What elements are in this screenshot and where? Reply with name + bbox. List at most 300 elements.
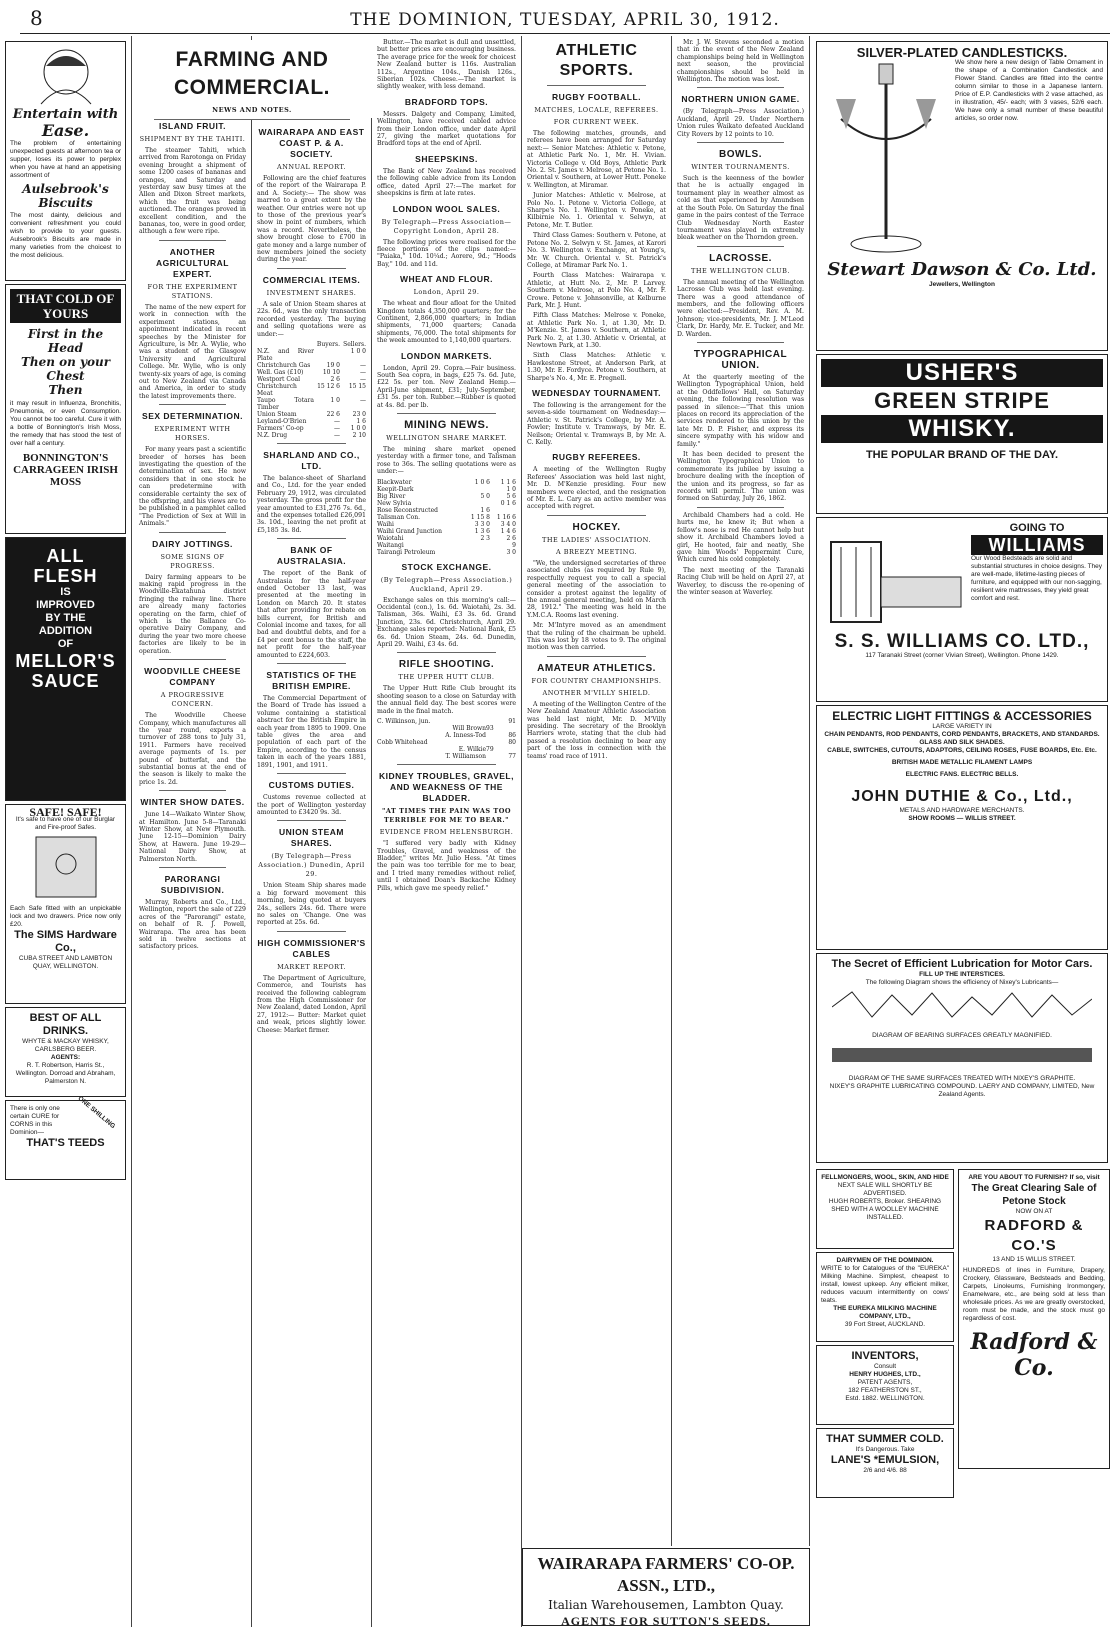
table-cell: — xyxy=(334,424,340,432)
hockey-sub2: A BREEZY MEETING. xyxy=(555,547,638,556)
comm-sub: INVESTMENT SHARES. xyxy=(266,288,357,297)
mining-text: The mining share market opened yesterday with a firmer tone, and Talisman rose to 36s. The selling quotations were as under:— xyxy=(377,446,516,476)
footer-l1: WAIRARAPA FARMERS' CO-OP. ASSN., LTD., xyxy=(537,1554,795,1595)
table-cell: Leyland-O'Brien xyxy=(257,417,307,425)
table-cell: Blackwater xyxy=(377,478,412,486)
table-cell: 1 15 8 xyxy=(470,513,490,521)
sex-heading: SEX DETERMINATION. xyxy=(142,411,243,422)
table-cell: — xyxy=(360,375,366,383)
sheep-heading: SHEEPSKINS. xyxy=(415,153,478,164)
mellors-l6: ADDITION xyxy=(38,625,93,637)
electric-head: ELECTRIC LIGHT FITTINGS & ACCESSORIES xyxy=(832,709,1092,723)
wool-text: The following prices were realised for the fleece portions of the clips named:— "Paiaka," 10d. 10¼d.; Aorere, 9d.; "Hoods Bay," 10d. and 11d. xyxy=(377,238,516,268)
electric-ad xyxy=(816,705,1108,950)
wairarapa-heading: WAIRARAPA AND EAST COAST P. & A. SOCIETY. xyxy=(258,127,365,159)
wheat-text: The wheat and flour afloat for the United Kingdom totals 4,350,000 quarters; for the Continent, 2,866,000 quarters; in Indian shipments, 71,000 quarters; Canada shipments, 76,000. The total shipments for the week amounted to 1,140,000 quarters. xyxy=(377,300,516,345)
mellors-ad xyxy=(5,537,126,801)
para-heading: PARORANGI SUBDIVISION. xyxy=(160,874,225,895)
table-header-cell xyxy=(257,341,314,348)
kidney-quote: "AT TIMES THE PAIN WAS TOO TERRIBLE FOR ME TO BEAR." xyxy=(381,807,512,825)
furnish-l1: ARE YOU ABOUT TO FURNISH? If so, visit xyxy=(968,1174,1100,1181)
silver-head: SILVER-PLATED CANDLESTICKS. xyxy=(856,45,1068,60)
dairy-heading: DAIRY JOTTINGS. xyxy=(152,538,233,549)
table-cell: 1 1 6 xyxy=(500,478,516,486)
table-cell: 19 0 xyxy=(326,361,340,369)
cold-l2: Then on your Chest xyxy=(20,355,111,383)
drinks-body: WHYTE & MACKAY WHISKY, CARLSBERG BEER. xyxy=(22,1038,109,1053)
table-header-cell: Sellers. xyxy=(343,340,366,348)
table-cell: 3 3 0 xyxy=(474,520,490,528)
table-cell: Union Steam xyxy=(257,410,297,418)
table-cell: Taupo Totara Timber xyxy=(257,396,314,411)
williams-l1: GOING TO xyxy=(1009,522,1065,534)
table-cell: — xyxy=(334,431,340,439)
table-cell: 2 6 xyxy=(330,375,340,383)
expert-heading: ANOTHER AGRICULTURAL EXPERT. xyxy=(156,246,229,279)
table-cell: Waiotahi xyxy=(377,534,404,542)
news-column-4 xyxy=(522,36,672,1546)
emulsion-l3: LANE'S *EMULSION, xyxy=(830,1454,940,1466)
lmarkets-heading: LONDON MARKETS. xyxy=(400,350,493,361)
electric-firm: JOHN DUTHIE & Co., Ltd., xyxy=(851,788,1073,805)
ushers-l3: WHISKY. xyxy=(821,415,1103,443)
aulsebrook-brand: Aulsebrook's Biscuits xyxy=(22,182,109,211)
rugby-sub: MATCHES, LOCALE, REFEREES. xyxy=(534,106,659,114)
drinks-names: R. T. Robertson, Harris St., Wellington. Dorroad and Abraham, Palmerston N. xyxy=(15,1062,116,1085)
wool-heading: LONDON WOOL SALES. xyxy=(392,203,501,214)
junior-text: Junior Matches: Athletic v. Melrose, at Polo No. 1. Petone v. Victoria College, at Sharpe's No. 1. Wellington v. Poneke, at Kilbirnie No. 1. Oriental v. Selwyn, at Petone, Mr. T. Butler. xyxy=(527,192,666,229)
furnish-l4: RADFORD & CO.'S xyxy=(984,1217,1084,1254)
table-cell: 1 0 0 xyxy=(350,347,366,355)
sharland-heading: SHARLAND AND CO., LTD. xyxy=(263,449,360,471)
dairymen-ad xyxy=(816,1252,954,1342)
teeds-l2: THAT'S TEEDS xyxy=(26,1137,105,1149)
aulsebrook-ad xyxy=(5,41,126,281)
bradford-text: Messrs. Dalgety and Company, Limited, Wellington, have received cabled advice from their London office, under date April 27, giving the market quotations for Bradford tops at the end of April. xyxy=(377,110,516,148)
table-cell: 86 xyxy=(508,732,516,740)
table-cell: — xyxy=(360,368,366,376)
table-cell: Will Brown xyxy=(452,725,486,733)
expert-text: The name of the new expert for work in connection with the experiment stations, an appointment indicated in recent speeches by the Minister for Agriculture, is Mr. A. Wylie, who was a student of the Glasgow University and Agricultural College. Mr. Wylie, who is only twenty-six years of age, is coming out to New Zealand via Canada and America, in order to study the latest improvements there. xyxy=(139,303,246,400)
mining-share-table xyxy=(377,479,516,556)
page-number: 8 xyxy=(30,6,43,30)
table-cell: Waihi xyxy=(377,520,394,528)
island-heading: ISLAND FRUIT. xyxy=(159,121,226,131)
table-cell: C. Wilkinson, jun. xyxy=(377,718,431,726)
hicom-text: The Department of Agriculture, Commerce, and Tourists has received the following cablegram from the High Commissioner for New Zealand, dated London, April 27, 1912:— Butter: Market quiet and weak, prices slightly lower. Cheese: Market firmer. xyxy=(257,974,366,1034)
union-sub: (By Telegraph—Press Association.) Dunedin, April 29. xyxy=(258,852,365,879)
table-cell: Talisman Con. xyxy=(377,513,421,521)
lube-firm: NIXEY'S GRAPHITE LUBRICATING COMPOUND. LAERY AND COMPANY, LIMITED, New Zealand Agents. xyxy=(829,1083,1095,1098)
rugby-heading: RUGBY FOOTBALL. xyxy=(551,92,642,102)
table-cell xyxy=(464,500,490,507)
dairymen-addr: 39 Fort Street, AUCKLAND. xyxy=(844,1321,926,1328)
para-text: Murray, Roberts and Co., Ltd., Wellington, report the sale of 229 acres of the "Parorangi" estate, on behalf of R. J. Powell, Wairarapa. The area has been sold in twelve sections at satisfactory prices. xyxy=(139,899,246,951)
woman-illustration-icon xyxy=(11,46,121,106)
masthead xyxy=(20,4,1110,34)
table-cell: Big River xyxy=(377,492,406,500)
island-sub: SHIPMENT BY THE TAHITI. xyxy=(139,135,246,143)
emulsion-ad xyxy=(816,1428,954,1498)
table-cell: 1 4 6 xyxy=(500,527,516,535)
table-cell: 2 10 xyxy=(352,431,366,439)
table-cell: 93 xyxy=(486,725,494,733)
aulsebrook-tag: The most dainty, delicious and convenient refreshment you could wish to provide to your guests. Aulsebrook's Biscuits are made in many varieties from the choicest to the most delicious. xyxy=(10,212,121,260)
bedstead-icon xyxy=(821,522,971,632)
winter-heading: WINTER SHOW DATES. xyxy=(140,797,245,808)
fourth-text: Fourth Class Matches: Wairarapa v. Athletic, at Hutt No. 2, Mr. P. Larvey. Southern v. Melrose, at Polo No. 4, Mr. F. Crowe. Petone v. Johnsonville, at Kelburne Park, Mr. J. Hunt. xyxy=(527,272,666,309)
comm-heading: COMMERCIAL ITEMS. xyxy=(262,274,361,285)
electric-l4: CABLE, SWITCHES, CUTOUTS, ADAPTORS, CEILING ROSES, FUSE BOARDS, Etc. Etc. xyxy=(827,747,1097,754)
table-cell: 1 0 xyxy=(330,396,340,404)
cheese-text: The Woodville Cheese Company, which manufactures all the year round, exports a turnover of 288 tons to July 31, 1911. Farmers have received average payments of 1s. per pound of butterfat, and the substantial bonus at the end of the season is likely to make the price 1s. 2d. xyxy=(139,712,246,786)
electric-l6: ELECTRIC FANS. ELECTRIC BELLS. xyxy=(905,771,1019,778)
ref-heading: RUGBY REFEREES. xyxy=(552,452,641,463)
candlestick-icon xyxy=(821,59,951,259)
table-cell: 1 0 0 xyxy=(350,424,366,432)
rugby-sub2: FOR CURRENT WEEK. xyxy=(553,118,640,126)
ushers-ad xyxy=(816,354,1108,514)
masthead-title: THE DOMINION, TUESDAY, APRIL 30, 1912. xyxy=(350,10,780,30)
wairarapa-sub: ANNUAL REPORT. xyxy=(277,163,346,171)
safe-body: It's safe to have one of our Burglar and Fire-proof Safes. xyxy=(15,816,116,832)
table-cell xyxy=(464,549,490,556)
emulsion-l2: It's Dangerous. Take xyxy=(855,1446,915,1453)
third-text: Third Class Games: Southern v. Petone, at Petone No. 2. Selwyn v. St. James, at Karori No. 3. Wellington v. Exchange, at Young's, Mr. W. Church. Oriental v. St. Patrick's College, at Miramar Park No. 1. xyxy=(527,232,666,269)
safe-icon xyxy=(26,832,106,902)
northern-heading: NORTHERN UNION GAME. xyxy=(681,94,800,105)
table-cell: 1 3 6 xyxy=(474,527,490,535)
table-cell: 3 4 0 xyxy=(500,520,516,528)
rifle-heading: RIFLE SHOOTING. xyxy=(398,659,495,671)
teeds-stamp: ONE SHILLING xyxy=(76,1095,117,1131)
table-cell: 79 xyxy=(486,746,494,754)
safe-head: SAFE! SAFE! xyxy=(29,805,102,819)
fifth-text: Fifth Class Matches: Melrose v. Poneke, at Athletic Park No. 1, at 1.30, Mr. D. M'Kenzie. St. James v. Southern, at Athletic Park No. 2, at 1.30. Athletic v. Oriental, at Newtown Park, at 1.30. xyxy=(527,312,666,349)
dairy-sub: SOME SIGNS OF PROGRESS. xyxy=(160,552,225,570)
ushers-l2: GREEN STRIPE xyxy=(874,388,1050,413)
mining-sub: WELLINGTON SHARE MARKET. xyxy=(386,434,507,442)
table-cell: 15 15 xyxy=(348,382,366,390)
bowls-heading: BOWLS. xyxy=(719,149,762,161)
typo-text2: It has been decided to present the Wellington Typographical Union to commemorate its jubilee by issuing a brochure dealing with the inception of the union and its progress, so far as records will permit. The union was formed on Saturday, July 26, 1862. xyxy=(677,451,804,503)
mellors-l5: BY THE xyxy=(45,612,86,624)
table-cell: 1 0 xyxy=(506,485,516,493)
table-cell: 3 0 xyxy=(506,548,516,556)
table-cell: — xyxy=(360,361,366,369)
williams-l2: WILLIAMS xyxy=(971,535,1103,555)
kidney-heading: KIDNEY TROUBLES, GRAVEL, AND WEAKNESS OF THE BLADDER. xyxy=(379,771,514,804)
hicom-heading: HIGH COMMISSIONER'S CABLES xyxy=(257,937,366,959)
aulsebrook-head2: Ease. xyxy=(41,121,90,141)
mining-heading: MINING NEWS. xyxy=(404,419,489,431)
amat-sub: FOR COUNTRY CHAMPIONSHIPS. xyxy=(531,676,662,685)
table-cell: Christchurch Meat xyxy=(257,382,297,397)
drinks-ad xyxy=(5,1007,126,1097)
electric-l5: BRITISH MADE METALLIC FILAMENT LAMPS xyxy=(891,759,1033,766)
lube-head: The Secret of Efficient Lubrication for Motor Cars. xyxy=(831,958,1093,970)
inventors-l2: HENRY HUGHES, LTD., xyxy=(849,1371,921,1378)
table-cell: Christchurch Gas xyxy=(257,361,311,369)
table-cell: — xyxy=(334,417,340,425)
sex-text: For many years past a scientific breeder of horses has been investigating the question of the determination of sex. He now considers that in one stock he can predetermine with considerable certainty the sex of the offspring, and his views are to be published in a pamphlet called "The Prediction of Sex at Will in Animals." xyxy=(139,446,246,528)
hockey-sub: THE LADIES' ASSOCIATION. xyxy=(542,535,651,544)
table-cell: 1 16 6 xyxy=(496,513,516,521)
table-cell: 5 6 xyxy=(506,492,516,500)
table-cell: T. Williamson xyxy=(445,753,486,761)
investment-share-table xyxy=(257,341,366,439)
table-cell: 5 0 xyxy=(480,492,490,500)
news-column-2 xyxy=(252,118,372,1627)
williams-addr: 117 Taranaki Street (corner Vivian Street), Wellington. Phone 1429. xyxy=(865,652,1059,659)
lube-cap2: DIAGRAM OF THE SAME SURFACES TREATED WITH NIXEY'S GRAPHITE. xyxy=(848,1075,1076,1082)
inventors-ad xyxy=(816,1345,954,1425)
lube-cap1: DIAGRAM OF BEARING SURFACES GREATLY MAGNIFIED. xyxy=(872,1032,1052,1039)
rifle-text: The Upper Hutt Rifle Club brought its shooting season to a close on Saturday with the annual field day. The best scores were made in the final match. xyxy=(377,685,516,715)
lube-ad xyxy=(816,953,1108,1163)
sex-sub: EXPERIMENT WITH HORSES. xyxy=(154,425,231,443)
cold-l3: Then xyxy=(48,383,83,397)
mellors-l1: ALL xyxy=(46,546,85,566)
electric-l2: CHAIN PENDANTS, ROD PENDANTS, CORD PENDANTS, BRACKETS, AND STANDARDS. xyxy=(824,731,1100,738)
kidney-text: "I suffered very badly with Kidney Troubles, Gravel, and weakness of the Bladder," writes Mr. Julio Hess. "At times the pain was too terrible for me to bear, and I tried many remedies without relief, until I obtained Doan's Backache Kidney Pills, which gave me speedy relief." xyxy=(377,840,516,892)
table-cell: New Sylvia xyxy=(377,499,412,507)
graphite-diagram-icon xyxy=(832,1040,1092,1070)
sx-sub: (By Telegraph—Press Association.) Auckland, April 29. xyxy=(380,575,513,593)
table-cell: Westport Coal xyxy=(257,375,301,383)
farmers-ad xyxy=(522,1548,810,1626)
bank-heading: BANK OF AUSTRALASIA. xyxy=(276,545,347,567)
sx-text: Exchange sales on this morning's call:— Occidental (con.), 1s. 6d. Waiotahi, 2s. 3d. Talisman, 36s. Waihi, £3 3s. 6d. Grand Junction, 23s. 6d. Christchurch, April 29. Exchange sales reported: National Bank, £5 6s. 6d. Union Steam, 24s. 6d. Dunedin, April 29. Waihi, £3 4s. 6d. xyxy=(377,596,516,649)
teeds-ad xyxy=(5,1095,126,1180)
hockey-text2: Mr. M'Intyre moved as an amendment that the ruling of the chairman be upheld. This was lost by 18 votes to 9. The original motion was then carried. xyxy=(527,622,666,652)
union-text: Union Steam Ship shares made a big forward movement this morning, being quoted at buyers 24s., sellers 24s. 6d. There were no sales on 'Change. One was reported at 25s. 6d. xyxy=(257,882,366,927)
table-cell xyxy=(464,486,490,493)
table-cell: 77 xyxy=(508,753,516,761)
table-cell: 2 3 xyxy=(480,534,490,542)
aulsebrook-head1: Entertain with xyxy=(12,107,119,123)
table-cell: Waihi Grand Junction xyxy=(377,527,442,535)
dairymen-firm: THE EUREKA MILKING MACHINE COMPANY, LTD., xyxy=(833,1305,937,1320)
silver-city: Jewellers, Wellington xyxy=(929,281,995,288)
table-cell: 23 0 xyxy=(352,410,366,418)
island-text: The steamer Tahiti, which arrived from Rarotonga on Friday evening brought a shipment of some 1200 cases of bananas and oranges, and Saturday and yesterday saw busy times at the Allen and Dixon Street markets, which the fruit was being auctioned. The oranges proved in excellent condition, and the bananas, too, were in good order, although a few were ripe. xyxy=(139,147,246,236)
williams-body: Our Wood Bedsteads are solid and substantial structures in choice designs. They are well-made, lifetime-lasting pieces of furniture, and equipped with our non-sagging, resilient wire mattresses, they yield great comfort and rest. xyxy=(971,555,1103,602)
wairarapa-text: Following are the chief features of the report of the Wairarapa P. and A. Society:— The show was marred to a great extent by the weather. Our entries were not up to those of the previous year's show in point of numbers, which was a record. Nevertheless, the show brought close to £700 in gate money and a large number of new members joined the society during the year. xyxy=(257,175,366,264)
hides-head: FELLMONGERS, WOOL, SKIN, AND HIDE xyxy=(821,1174,949,1181)
table-cell: Keepit-Dark xyxy=(377,485,414,493)
inventors-l4: 182 FEATHERSTON ST., xyxy=(848,1387,922,1394)
union-heading: UNION STEAM SHARES. xyxy=(279,827,344,849)
cold-brand: BONNINGTON'S CARRAGEEN IRISH MOSS xyxy=(13,452,118,488)
williams-ad xyxy=(816,517,1108,702)
ushers-l1: USHER'S xyxy=(821,359,1103,387)
table-cell: N.Z. Drug xyxy=(257,431,288,439)
cold-poem: Archibald Chambers had a cold. He hurts me, he knew it; But when a fellow's nose is red He cannot help but show it. Archibald Chambers loved a girl, He hooted, fair and neatly, She gave him Woods' Peppermint Cure, Which cured his cold completely. xyxy=(677,511,804,564)
lmarkets-text: London, April 29. Copra.—Fair business. South Sea copra, in bags, £25 7s. 6d. Jute, £22 5s. per ton. New Zealand Hemp.—April-June shipment, £31; July-September, £31 5s. per ton. Rubber.—Rubber is quoted at 4s. 8d. per lb. xyxy=(377,364,516,409)
lacrosse-heading: LACROSSE. xyxy=(709,252,772,264)
inventors-l1: Consult xyxy=(873,1363,897,1370)
table-cell: 1 6 xyxy=(356,417,366,425)
cold-head: THAT COLD OF YOURS xyxy=(10,289,121,323)
lube-body: The following Diagram shows the efficiency of Nixey's Lubricants— xyxy=(865,979,1059,986)
amat-text: A meeting of the Wellington Centre of the New Zealand Amateur Athletic Association was held last night, Mr. D. M'Villy presiding. The secretary of the Brooklyn Harriers wrote, stating that the club had passed a resolution declining to bear any part of the loss in connection with the teams' road race of 1911. xyxy=(527,700,666,760)
table-cell: 2 6 xyxy=(506,534,516,542)
farming-sub: NEWS AND NOTES. xyxy=(212,106,292,114)
inventors-l5: Estd. 1882. WELLINGTON. xyxy=(845,1395,925,1402)
winter-text: June 14—Waikato Winter Show, at Hamilton. June 5-8—Taranaki Winter Show, at New Plymouth. June 12-15—Dominion Dairy Show, at Hawera. June 19-29—National Dairy Show, at Palmerston North. xyxy=(139,811,246,863)
footer-l2: Italian Warehousemen, Lambton Quay. xyxy=(548,1598,784,1612)
farming-title: FARMING AND COMMERCIAL. xyxy=(174,48,330,99)
expert-sub: FOR THE EXPERIMENT STATIONS. xyxy=(147,282,238,300)
cheese-heading: WOODVILLE CHEESE COMPANY xyxy=(144,666,241,688)
amat-heading: AMATEUR ATHLETICS. xyxy=(537,662,656,674)
mellors-l3: IS xyxy=(60,586,71,598)
stats-text: The Commercial Department of the Board of Trade has issued a volume containing a statistical abstract for the British Empire in each year from 1895 to 1909. One table gives the area and population of each part of the Empire, according to the census taken in each of the years 1881, 1891, 1901, and 1911. xyxy=(257,695,366,769)
dairymen-body: WRITE to for Catalogues of the "EUREKA" Milking Machine. Simplest, cheapest to install, lowest upkeep. Any efficient milker, reduces vacuum intermittently on cows' teats. xyxy=(821,1265,949,1304)
lacrosse-text: The annual meeting of the Wellington Lacrosse Club was held last evening. There was a good attendance of members, and the following officers were elected:—President, Rev. A. M. Johnson; vice-presidents, Mr. J. M'Leod Clark, Dr. Hardy, Mr. E. Tucker, and Mr. D. Warden. xyxy=(677,278,804,338)
hides-body: HUGH ROBERTS, Broker. SHEARING SHED WITH A WOOLLEY MACHINE INSTALLED. xyxy=(828,1198,942,1221)
wed-text: The following is the arrangement for the seven-a-side tournament on Wednesday:—Athletic v. St. Patrick's College, by Mr. A. Fowler; Institute v. Tramways, by Mr. E. Neilson; Oriental v. Tramways B, by Mr. A. C. Kelly. xyxy=(527,402,666,447)
bowls-text: Such is the keenness of the bowler that he is actually engaged in tournament play in weather almost as cold as that experienced by Amundsen at the South Pole. On Saturday the final game in the pairs contest of the Terrace Club Wednesday North Easter tournament was played in extremely bleak weather on the Thorndon green. xyxy=(677,175,804,242)
customs-heading: CUSTOMS DUTIES. xyxy=(268,780,355,791)
wool-sub: By Telegraph—Press Association—Copyright London, April 28. xyxy=(381,217,512,235)
rifle-sub: THE UPPER HUTT CLUB. xyxy=(398,673,495,682)
mellors-l4: IMPROVED xyxy=(36,599,95,611)
electric-l1: LARGE VARIETY IN xyxy=(932,723,992,730)
safe-addr: CUBA STREET AND LAMBTON QUAY, WELLINGTON. xyxy=(18,954,113,970)
emulsion-l4: 2/6 and 4/6. 88 xyxy=(863,1467,907,1474)
typo-text: At the quarterly meeting of the Wellington Typographical Union, held at the Oddfellows' Hall, on Saturday evening, the following resolution was passed in silence:—"That this union places on record its appreciation of the services rendered to this union by the late Mr. D. P. Fisher, and express its sincere sympathy with his widow and family." xyxy=(677,373,804,448)
typo-heading: TYPOGRAPHICAL UNION. xyxy=(693,348,788,371)
news-column-1 xyxy=(134,36,252,1627)
ref-text: A meeting of the Wellington Rugby Referees' Association was held last night, Mr. D. M'Kenzie presiding. Four new members were elected, and the resignation of Mr. E. L. Cary as an active member was accepted with regret. xyxy=(527,466,666,511)
inventors-head: INVENTORS, xyxy=(851,1350,919,1362)
table-cell: Cobb Whitehead xyxy=(377,739,428,747)
table-cell: 10 10 xyxy=(322,368,340,376)
hicom-sub: MARKET REPORT. xyxy=(277,962,346,971)
electric-sub: METALS AND HARDWARE MERCHANTS. xyxy=(899,807,1025,814)
sport2-cont: Mr. J. W. Stevens seconded a motion that in the event of the New Zealand championships being held in Wellington next season, the provincial championships should be held in Wellington. The motion was lost. xyxy=(677,39,804,84)
cold-l1: First in the Head xyxy=(27,327,104,355)
sport-title: ATHLETIC SPORTS. xyxy=(555,42,638,79)
electric-l3: GLASS AND SILK SHADES. xyxy=(919,739,1005,746)
mellors-l2: FLESH xyxy=(33,566,98,586)
wheat-sub: London, April 29. xyxy=(413,288,480,297)
silver-ad xyxy=(816,41,1108,351)
footer-l3: AGENTS FOR SUTTON'S SEEDS. xyxy=(561,1614,771,1626)
amat-sub2: ANOTHER M'VILLY SHIELD. xyxy=(542,688,651,697)
furnish-body: HUNDREDS of lines in Furniture, Drapery, Crockery, Glassware, Bedsteads and Bedding, Carpets, Linoleums, Furnishing Ironmongery, Enamelware, etc., are being sold at less than wholesale prices. As we are greatly overstocked, room must be made, and the stock must go regardless of cost. xyxy=(963,1267,1105,1322)
drinks-head: BEST OF ALL DRINKS. xyxy=(29,1012,102,1037)
mellors-l8: MELLOR'S xyxy=(15,651,116,671)
ushers-l4: THE POPULAR BRAND OF THE DAY. xyxy=(865,449,1059,461)
table-cell: Rose Reconstructed xyxy=(377,506,438,514)
comm-text: A sale of Union Steam shares at 22s. 6d., was the only transaction recorded yesterday. The buying and selling quotations were as under:— xyxy=(257,300,366,338)
lube-sub: FILL UP THE INTERSTICES. xyxy=(919,971,1005,978)
rugby-text: The following matches, grounds, and referees have been arranged for Saturday next:— Senior Matches: Athletic v. Petone, at Athletic Park No. 1, Mr. H. Vivian. Victoria College v. Old Boys, Athletic Park No. 2. St. James v. Melrose, at Petone No. 1. Oriental v. Southern, at Lower Hutt. Poneke v. Wellington, at Miramar. xyxy=(527,130,666,189)
table-cell: N.Z. and River Plate xyxy=(257,347,314,362)
furnish-ad xyxy=(958,1169,1110,1469)
table-cell: 0 1 6 xyxy=(500,499,516,507)
furnish-l2: The Great Clearing Sale of Petone Stock xyxy=(971,1183,1097,1207)
mellors-l9: SAUCE xyxy=(31,671,100,691)
hockey-text: "We, the undersigned secretaries of three associated clubs (as required by Rule 9), respectfully request you to call a special general meeting of the association to consider a protest against the legality of the annual general meeting, held on March 28, 1912." The meeting was held in the Y.M.C.A. Rooms last evening. xyxy=(527,559,666,619)
table-cell: 80 xyxy=(508,739,516,747)
hockey-heading: HOCKEY. xyxy=(572,521,621,533)
kidney-sub: EVIDENCE FROM HELENSBURGH. xyxy=(379,828,514,837)
drinks-agents: AGENTS: xyxy=(50,1054,81,1061)
sharland-text: The balance-sheet of Sharland and Co., Ltd. for the year ended February 29, 1912, was circulated yesterday. The gross profit for the year amounted to £31,276 7s. 6d., and the expenses totalled £26,091 3s. 10d., leaving the net profit at £5,185 3s. 8d. xyxy=(257,474,366,534)
table-cell: Farmers' Co-op xyxy=(257,424,304,432)
bradford-heading: BRADFORD TOPS. xyxy=(404,96,489,107)
table-cell: 22 6 xyxy=(326,410,340,418)
table-cell xyxy=(314,348,340,362)
markets-cont: Butter.—The market is dull and unsettled, but better prices are encouraging business. The average price for the week for choicest New Zealand butter is 116s. Australian 112s., Argentine 104s., Danish 126s., Siberian 102s. Cheese.—The market is slightly weaker, with less demand. xyxy=(377,39,516,91)
table-cell: 15 12 6 xyxy=(317,382,340,390)
table-header-cell: Buyers. xyxy=(316,340,340,348)
right-ad-column xyxy=(812,36,1112,1627)
table-cell: 9 xyxy=(512,541,516,549)
horse-text: The next meeting of the Taranaki Racing Club will be held on April 27, at Waverley, to discuss the re-opening of the winter season at Waverley. xyxy=(677,566,804,596)
table-cell xyxy=(490,507,516,514)
safe-firm: The SIMS Hardware Co., xyxy=(14,928,117,954)
furnish-l5: 13 AND 15 WILLIS STREET. xyxy=(992,1256,1076,1263)
safe-small: Each Safe fitted with an unpickable lock and two drawers. Price now only £20. xyxy=(10,904,121,928)
news-column-5 xyxy=(672,36,810,1546)
stats-heading: STATISTICS OF THE BRITISH EMPIRE. xyxy=(266,670,357,692)
aulsebrook-body: The problem of entertaining unexpected guests at afternoon tea or supper, loses its power to perplex when you have at hand an appetising assortment of xyxy=(10,140,121,180)
table-cell: A. Inness-Tod xyxy=(445,732,486,740)
cold-body: it may result in Influenza, Bronchitis, Pneumonia, or even Consumption. You cannot be too careful. Cure it with a bottle of Bonnington's Irish Moss, the remedy that has stood the test of over half a century. xyxy=(10,400,121,447)
bowls-sub: WINTER TOURNAMENTS. xyxy=(691,163,790,172)
sixth-text: Sixth Class Matches: Athletic v. Hawkestone Street, at Anderson Park, at 1.30, Mr. E. Fordyce. Petone v. Southern, at Sharpe's No. 4, Mr. E. Pregnell. xyxy=(527,352,666,382)
williams-firm: S. S. WILLIAMS CO. LTD., xyxy=(834,631,1090,652)
hides-sub: NEXT SALE WILL SHORTLY BE ADVERTISED. xyxy=(837,1182,933,1197)
table-cell: 1 6 xyxy=(480,506,490,514)
table-cell: — xyxy=(360,396,366,404)
inventors-l3: PATENT AGENTS, xyxy=(857,1379,913,1386)
silver-firm: Stewart Dawson & Co. Ltd. xyxy=(827,259,1097,280)
cold-ad xyxy=(5,284,126,534)
electric-addr: SHOW ROOMS — WILLIS STREET. xyxy=(908,815,1016,822)
bank-text: The report of the Bank of Australasia for the half-year ended October 13 last, was presented at the meeting in London on March 20. It states that after providing for rebate on bills current, for British and Colonial income and taxes, for all bad and doubtful debts, and for a £4 per cent bonus to the staff, the net profit for the half-year amounted to £224,603. xyxy=(257,570,366,659)
farming-header xyxy=(134,40,370,120)
customs-text: Customs revenue collected at the port of Wellington yesterday amounted to £3420 9s. 3d. xyxy=(257,794,366,816)
left-ad-column xyxy=(0,36,132,1627)
silver-body: We show here a new design of Table Ornament in the shape of a Combination Candlestick and Flower Stand. Candles are fitted into the centre column similar to those in a Japanese lantern. Price of E.P. Candlesticks with 2 vase attached, as in illustration, 45/- each; with 3 vases, 52/6 each. We have only a small number of these beautiful articles, so order now. xyxy=(955,59,1103,122)
table-cell: 1 0 6 xyxy=(474,478,490,486)
teeds-l1: There is only one certain CURE for CORNS in this Dominion— xyxy=(10,1105,60,1136)
emulsion-l1: THAT SUMMER COLD. xyxy=(826,1433,944,1445)
sheep-text: The Bank of New Zealand has received the following cable advice from its London office, dated April 27:—The market for sheepskins is firm at late rates. xyxy=(377,167,516,198)
sx-heading: STOCK EXCHANGE. xyxy=(401,561,492,572)
table-cell: Well. Gas (£10) xyxy=(257,368,304,376)
rifle-score-table xyxy=(377,718,516,760)
hides-ad xyxy=(816,1169,954,1249)
wheat-heading: WHEAT AND FLOUR. xyxy=(400,274,493,285)
table-cell: 91 xyxy=(508,718,516,726)
dairy-text: Dairy farming appears to be making rapid progress in the Woodville-Ekatahuna district fringing the railway line. There are already many factories operating on the farm, chief of which is the Ballance Co-operative Dairy Company, and during the year two more cheese factories are likely to be in operation. xyxy=(139,573,246,655)
northern-text: (By Telegraph—Press Association.) Auckland, April 29. Under Northern Union rules Waikato defeated Auckland City Rovers by 12 points to 10. xyxy=(677,108,804,138)
furnish-sig: Radford & Co. xyxy=(970,1329,1098,1381)
cheese-sub: A PROGRESSIVE CONCERN. xyxy=(160,691,225,709)
table-cell: E. Wilkie xyxy=(458,746,486,754)
table-cell xyxy=(464,542,490,549)
lacrosse-sub: THE WELLINGTON CLUB. xyxy=(691,266,790,275)
dairymen-head: DAIRYMEN OF THE DOMINION. xyxy=(836,1257,934,1264)
mellors-l7: OF xyxy=(57,638,74,650)
